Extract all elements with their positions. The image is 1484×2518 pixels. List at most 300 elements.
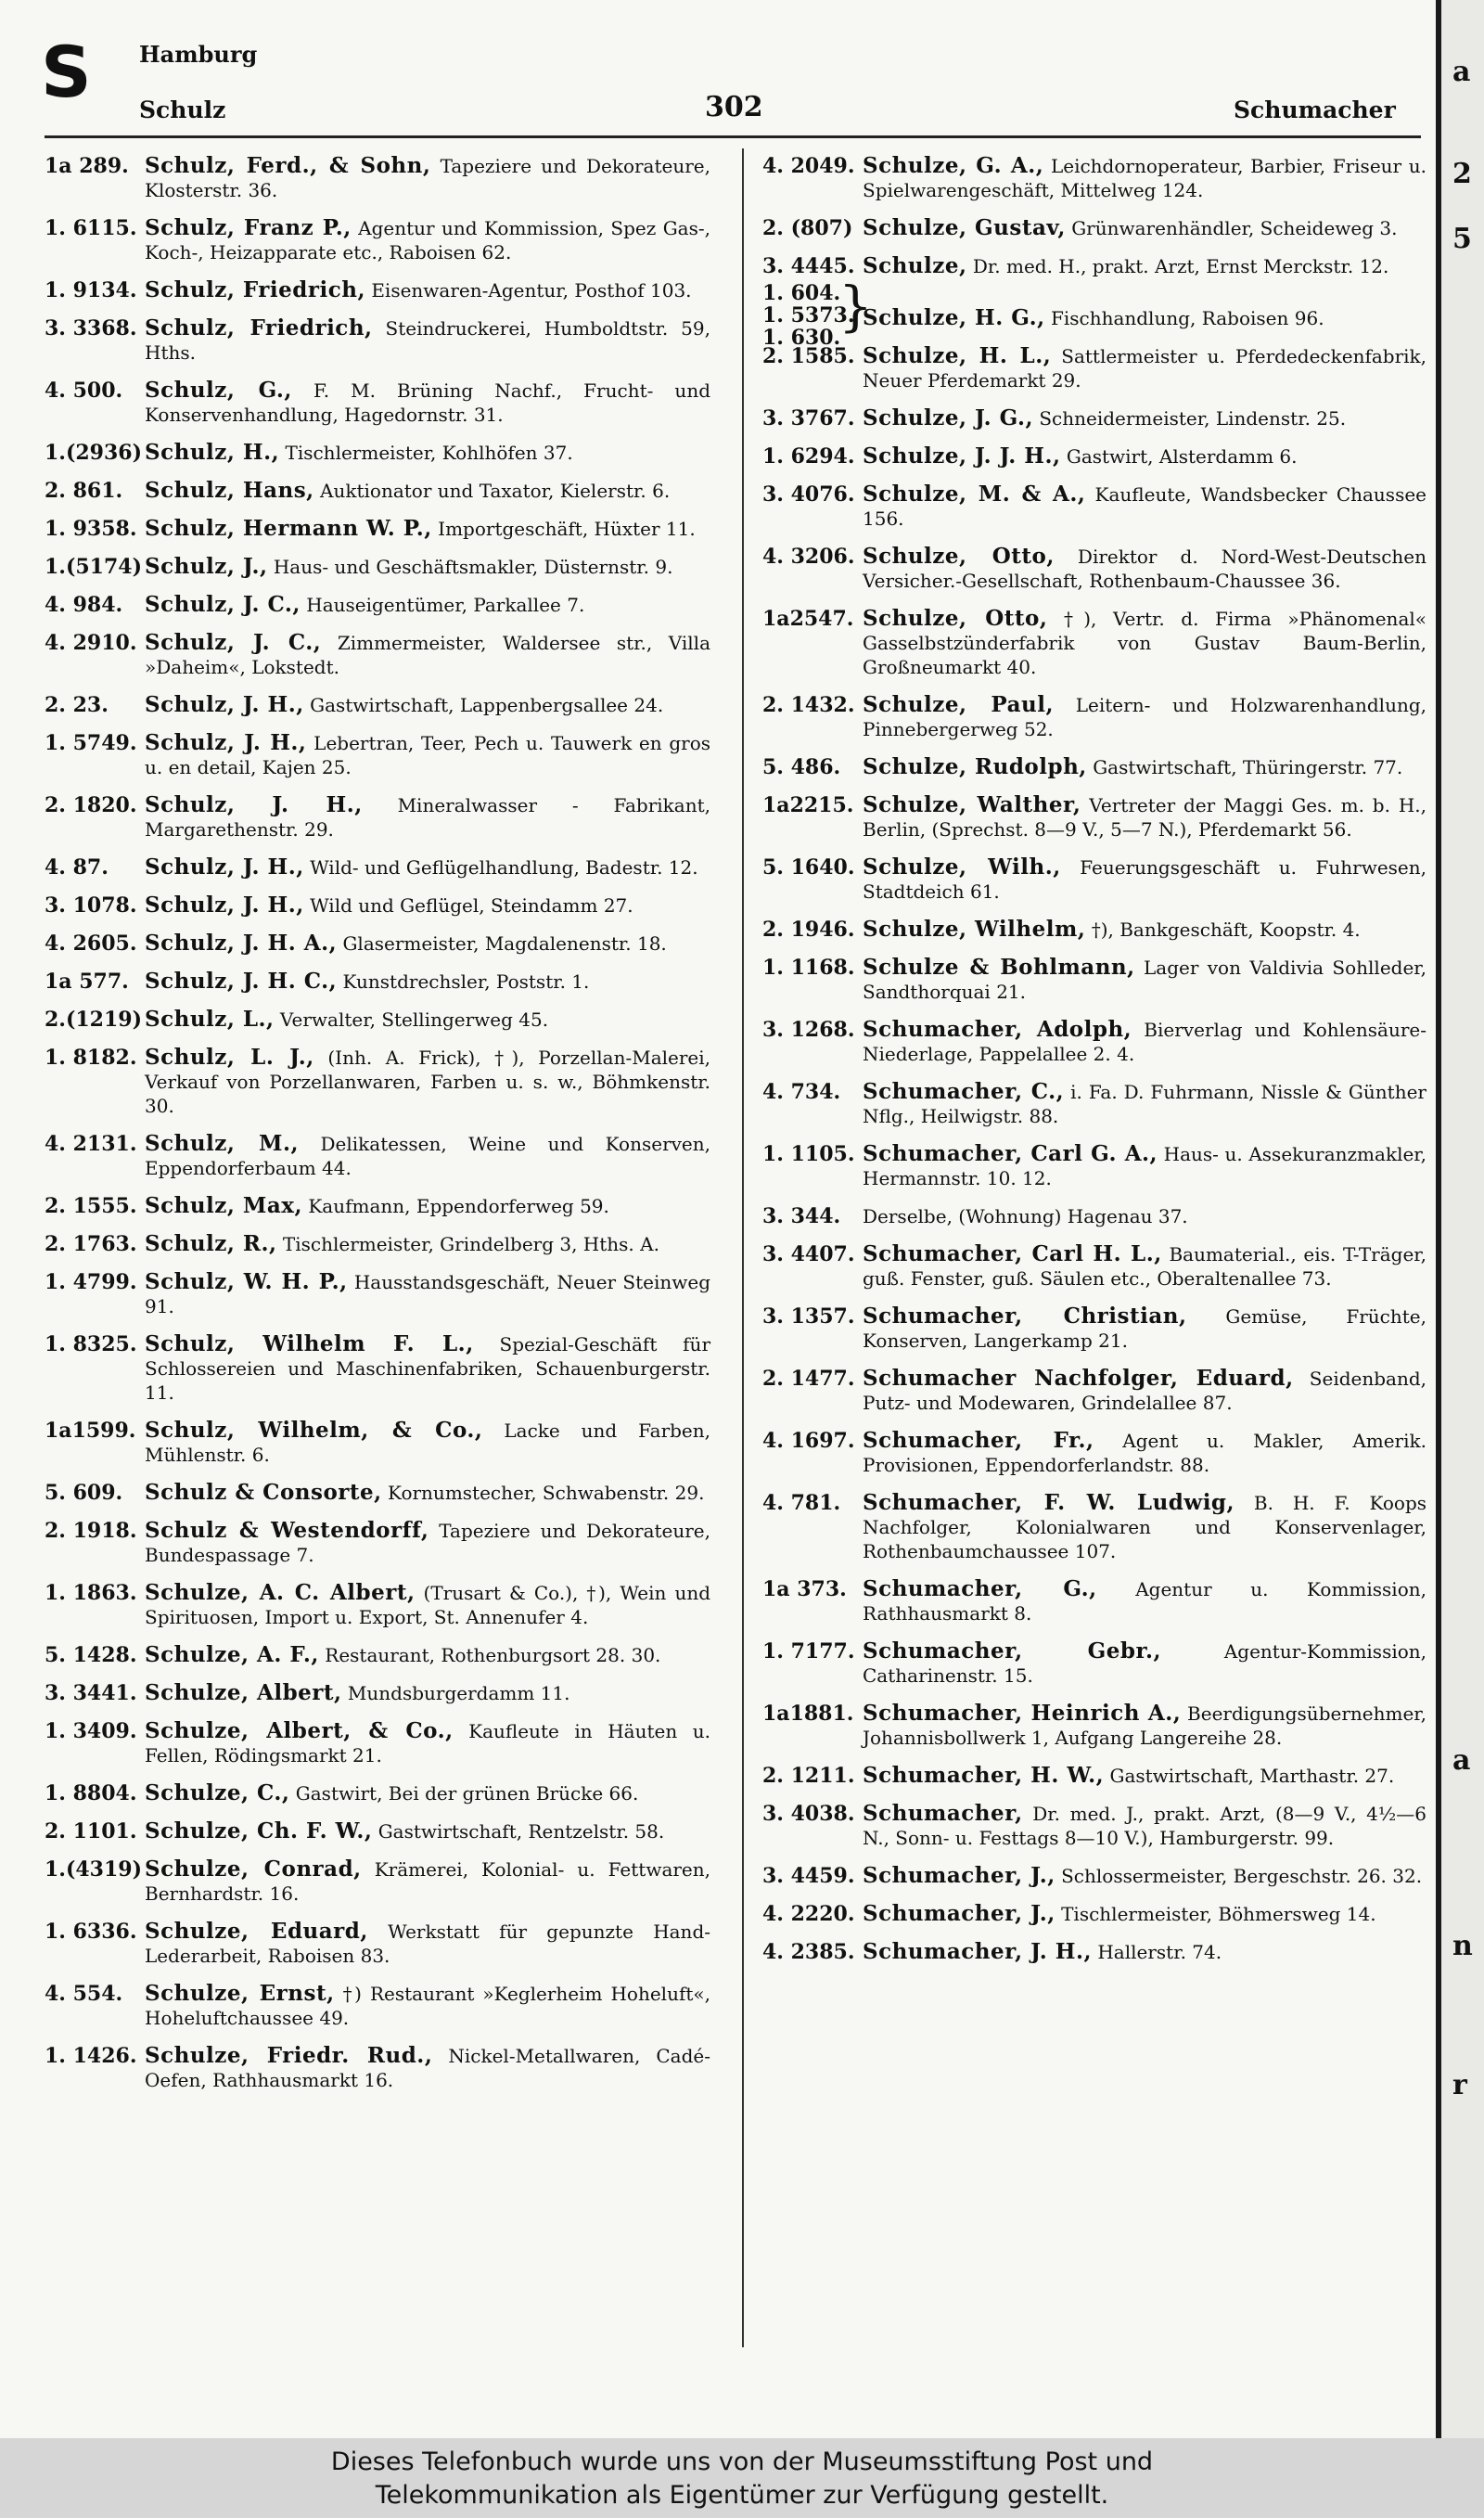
entry-text: Kaufleute in Häuten u. Fellen, Rödingsmarkt 21.	[145, 1720, 711, 1766]
phone-number: 1. 8325.	[45, 1332, 137, 1356]
entry-text: Dr. med. J., prakt. Arzt, (8—9 V., 4½—6 N., Sonn- u. Festtags 8—10 V.), Hamburgerstr. 99.	[863, 1803, 1426, 1849]
entry-text: Lager von Valdivia Sohlleder, Sandthorquai 21.	[863, 957, 1427, 1003]
phone-number: 3. 4445.	[762, 254, 855, 278]
phone-number: 1. 8804.	[45, 1781, 137, 1805]
phone-number: 3. 1268.	[762, 1018, 855, 1042]
directory-entry	[762, 444, 1426, 469]
left-column	[45, 154, 710, 2106]
directory-entry	[762, 1940, 1426, 1964]
entry-text: Gastwirtschaft, Marthastr. 27.	[1109, 1765, 1395, 1787]
entry-text: Gemüse, Früchte, Konserven, Langerkamp 21.	[863, 1305, 1426, 1352]
entry-name: Schulz, Max,	[145, 1193, 302, 1218]
entry-text: Tapeziere und Dekorateure, Bundespassage 7.	[145, 1520, 710, 1566]
directory-entry	[45, 1008, 710, 1032]
entry-text: Auktionator und Taxator, Kielerstr. 6.	[320, 480, 671, 502]
entry-text: Lebertran, Teer, Pech u. Tauwerk en gros u. en detail, Kajen 25.	[145, 732, 710, 778]
entry-name: Schulz, J. H.,	[145, 730, 307, 755]
phone-number: 1a 577.	[45, 970, 129, 994]
directory-entry	[45, 379, 710, 427]
directory-entry	[45, 970, 710, 994]
entry-name: Schulze, Otto,	[863, 544, 1055, 569]
phone-number: 1a 373.	[762, 1577, 847, 1601]
directory-entry	[45, 278, 710, 302]
phone-number: 3. 344.	[762, 1204, 841, 1228]
phone-number: 4. 734.	[762, 1080, 841, 1104]
entry-text: Hausstandsgeschäft, Neuer Steinweg 91.	[145, 1271, 710, 1317]
directory-entry	[762, 956, 1426, 1004]
entry-text: Gastwirt, Bei der grünen Brücke 66.	[295, 1782, 639, 1805]
entry-text: Delikatessen, Weine und Konserven, Eppendorferbaum 44.	[145, 1133, 710, 1179]
phone-number: 5. 609.	[45, 1481, 123, 1505]
phone-number: 3. 1078.	[45, 893, 137, 918]
entry-text: Eisenwaren-Agentur, Posthof 103.	[371, 279, 692, 302]
entry-name: Schulze, A. F.,	[145, 1642, 319, 1667]
entry-name: Schulze, Friedr. Rud.,	[145, 2043, 433, 2068]
entry-text: Mineralwasser - Fabrikant, Margarethenstr. 29.	[145, 794, 710, 841]
entry-name: Schumacher, F. W. Ludwig,	[863, 1490, 1235, 1515]
entry-name: Schulze, M. & A.,	[863, 482, 1086, 507]
entry-text: Verwalter, Stellingerweg 45.	[279, 1008, 549, 1031]
directory-entry	[762, 855, 1426, 904]
entry-name: Schumacher, H. W.,	[863, 1763, 1105, 1788]
entry-name: Schumacher Nachfolger, Eduard,	[863, 1366, 1294, 1391]
entry-name: Schulze, Wilh.,	[863, 854, 1061, 880]
entry-text: Hauseigentümer, Parkallee 7.	[306, 594, 585, 616]
directory-entry	[45, 1519, 710, 1567]
directory-entry	[45, 631, 710, 679]
section-letter: S	[41, 31, 92, 113]
entry-text: Kaufleute, Wandsbecker Chaussee 156.	[863, 483, 1427, 530]
entry-name: Schumacher, Carl G. A.,	[863, 1141, 1158, 1166]
entry-name: Schulz, J. H.,	[145, 792, 363, 817]
entry-text: Grünwarenhändler, Scheideweg 3.	[1071, 217, 1398, 239]
bracket-number: 1. 5373.	[762, 303, 855, 328]
phone-number: 2. 1918.	[45, 1519, 137, 1543]
phone-number: 4. 3206.	[762, 545, 855, 569]
directory-entry	[762, 1018, 1426, 1066]
entry-name: Schumacher, Christian,	[863, 1304, 1187, 1329]
entry-text: Kornumstecher, Schwabenstr. 29.	[388, 1482, 705, 1504]
directory-entry	[45, 517, 710, 541]
directory-entry	[45, 1643, 710, 1667]
directory-entry	[45, 593, 710, 617]
directory-entry	[762, 755, 1426, 779]
phone-number: 4. 554.	[45, 1982, 123, 2006]
range-start-heading: Schulz	[139, 96, 226, 123]
directory-entry	[762, 1491, 1426, 1563]
directory-entry	[45, 1982, 710, 2030]
directory-entry	[45, 1270, 710, 1318]
entry-name: Schulze, Otto,	[863, 606, 1048, 631]
entry-name: Schulze, Ch. F. W.,	[145, 1818, 373, 1844]
entry-name: Schumacher, J.,	[863, 1901, 1055, 1926]
phone-number: 5. 1640.	[762, 855, 855, 880]
entry-text: Restaurant, Rothenburgsort 28. 30.	[325, 1644, 661, 1666]
entry-text: B. H. F. Koops Nachfolger, Kolonialwaren und Konservenlager, Rothenbaumchaussee 107.	[863, 1492, 1427, 1562]
phone-number: 1.(4319)	[45, 1857, 143, 1882]
page-number: 302	[705, 91, 763, 123]
entry-name: Schulz, J.,	[145, 554, 268, 579]
entry-text: Tischlermeister, Grindelberg 3, Hths. A.	[282, 1233, 659, 1255]
phone-number: 1. 3409.	[45, 1719, 137, 1743]
entry-name: Schulz, Friedrich,	[145, 277, 365, 302]
phone-number: 4. 2131.	[45, 1132, 137, 1156]
phone-number: 2. (807)	[762, 216, 853, 240]
phone-number: 1. 8182.	[45, 1046, 137, 1070]
entry-name: Schulz, Hans,	[145, 478, 314, 503]
directory-entry	[762, 1864, 1426, 1888]
entry-text: Fischhandlung, Raboisen 96.	[1050, 307, 1324, 329]
directory-entry	[45, 1232, 710, 1256]
entry-name: Schulz, J. H. A.,	[145, 931, 338, 956]
directory-entry	[762, 406, 1426, 430]
bracket-number: 1. 630.	[762, 326, 841, 350]
entry-text: Krämerei, Kolonial- u. Fettwaren, Bernhardstr. 16.	[145, 1858, 710, 1905]
entry-name: Schulze, Wilhelm,	[863, 917, 1086, 942]
entry-text: Dr. med. H., prakt. Arzt, Ernst Merckstr. 12.	[972, 255, 1389, 277]
directory-entry	[762, 1639, 1426, 1688]
directory-entry	[762, 1204, 1426, 1228]
entry-name: Schulze, J. J. H.,	[863, 443, 1061, 469]
directory-entry	[45, 316, 710, 365]
phone-number: 2. 1555.	[45, 1194, 137, 1218]
directory-entry	[762, 1429, 1426, 1477]
phone-number: 3. 1357.	[762, 1304, 855, 1329]
entry-name: Schulz, J. H.,	[145, 893, 304, 918]
entry-name: Schumacher, C.,	[863, 1079, 1065, 1104]
directory-entry	[45, 1681, 710, 1705]
directory-entry	[762, 1080, 1426, 1128]
entry-text: Gastwirtschaft, Thüringerstr. 77.	[1093, 756, 1403, 778]
entry-text: Werkstatt für gepunzte Hand-Lederarbeit, Raboisen 83.	[145, 1921, 710, 1967]
entry-text: (Inh. A. Frick), †), Porzellan-Malerei, Verkauf von Porzellanwaren, Farben u. s. w., Böhmkenstr. 30.	[145, 1047, 711, 1117]
entry-name: Schulz, J. H.,	[145, 692, 304, 717]
phone-number: 2. 1432.	[762, 693, 855, 717]
entry-name: Schulze, H. G.,	[863, 305, 1045, 330]
entry-text: Mundsburgerdamm 11.	[347, 1682, 570, 1704]
directory-entry	[45, 1857, 710, 1906]
entry-text: Leitern- und Holzwarenhandlung, Pinnebergerweg 52.	[863, 694, 1426, 740]
directory-entry	[762, 1702, 1426, 1750]
directory-entry	[45, 216, 710, 264]
entry-text: Wild- und Geflügelhandlung, Badestr. 12.	[310, 856, 698, 879]
right-column-bottom	[762, 344, 1426, 1964]
phone-number: 4. 1697.	[762, 1429, 855, 1453]
directory-entry	[762, 1142, 1426, 1190]
adjacent-page-edge	[1436, 0, 1484, 2438]
phone-number: 1. 7177.	[762, 1639, 855, 1664]
entry-text: Derselbe, (Wohnung) Hagenau 37.	[863, 1205, 1188, 1227]
entry-name: Schulz, R.,	[145, 1231, 277, 1256]
entry-name: Schulze, Conrad,	[145, 1856, 362, 1882]
entry-text: Seidenband, Putz- und Modewaren, Grindelallee 87.	[863, 1368, 1427, 1414]
phone-number: 2. 1820.	[45, 793, 137, 817]
entry-text: †), Bankgeschäft, Koopstr. 4.	[1091, 919, 1361, 941]
phone-number: 4. 2049.	[762, 154, 855, 178]
directory-entry	[762, 1242, 1426, 1291]
entry-name: Schulze, Eduard,	[145, 1919, 368, 1944]
phone-number: 1. 4799.	[45, 1270, 137, 1294]
entry-name: Schulze, Albert,	[145, 1680, 342, 1705]
entry-name: Schulze, A. C. Albert,	[145, 1580, 416, 1605]
footer-line: Dieses Telefonbuch wurde uns von der Museumsstiftung Post und	[330, 2447, 1154, 2476]
bracket-entry	[762, 275, 1426, 350]
entry-text: Agent u. Makler, Amerik. Provisionen, Eppendorferlandstr. 88.	[863, 1430, 1426, 1476]
city-heading: Hamburg	[139, 41, 258, 68]
entry-name: Schumacher, Adolph,	[863, 1017, 1132, 1042]
entry-text: Kaufmann, Eppendorferweg 59.	[308, 1195, 609, 1217]
directory-entry	[762, 1367, 1426, 1415]
directory-entry	[45, 931, 710, 956]
entry-text: Baumaterial., eis. T-Träger, guß. Fenster, guß. Säulen etc., Oberaltenallee 73.	[863, 1243, 1426, 1290]
entry-name: Schulze, C.,	[145, 1780, 290, 1805]
directory-entry	[45, 479, 710, 503]
directory-entry	[762, 344, 1426, 392]
entry-text: Vertreter der Maggi Ges. m. b. H., Berlin, (Sprechst. 8—9 V., 5—7 N.), Pferdemarkt 56.	[863, 794, 1426, 841]
entry-text: Lacke und Farben, Mühlenstr. 6.	[145, 1420, 711, 1466]
phone-number: 1. 5749.	[45, 731, 137, 755]
entry-name: Schumacher, Gebr.,	[863, 1638, 1161, 1664]
directory-entry	[762, 1764, 1426, 1788]
phone-number: 3. 4076.	[762, 482, 855, 507]
directory-entry	[762, 1577, 1426, 1625]
directory-entry	[762, 1902, 1426, 1926]
entry-name: Schulze, H. L.,	[863, 343, 1052, 368]
entry-text: (Trusart & Co.), †), Wein und Spirituosen, Import u. Export, St. Annenufer 4.	[145, 1582, 711, 1628]
phone-number: 2. 1477.	[762, 1367, 855, 1391]
phone-number: 1a2547.	[762, 607, 854, 631]
directory-entry	[762, 1304, 1426, 1353]
phone-number: 1. 1168.	[762, 956, 855, 980]
phone-number: 3. 3767.	[762, 406, 855, 430]
phone-number: 5. 1428.	[45, 1643, 137, 1667]
right-column-top	[762, 154, 1426, 278]
directory-entry	[762, 545, 1426, 593]
directory-entry	[45, 1719, 710, 1767]
entry-name: Schulz, J. C.,	[145, 592, 301, 617]
entry-name: Schumacher,	[863, 1801, 1023, 1826]
phone-number: 1a1881.	[762, 1702, 854, 1726]
entry-name: Schulz & Consorte,	[145, 1480, 382, 1505]
entry-text: Agentur u. Kommission, Rathhausmarkt 8.	[863, 1578, 1426, 1625]
directory-entry	[762, 1802, 1426, 1850]
phone-number: 1. 1105.	[762, 1142, 855, 1166]
entry-text: Agentur und Kommission, Spez Gas-, Koch-, Heizapparate etc., Raboisen 62.	[145, 217, 710, 263]
phone-number: 1. 9134.	[45, 278, 137, 302]
phone-number: 1. 6115.	[45, 216, 137, 240]
margin-letter: r	[1452, 2069, 1467, 2101]
page-fold	[1436, 0, 1441, 2438]
bracket-number: 1. 604.	[762, 281, 841, 305]
directory-entry	[45, 441, 710, 465]
entry-text: †), Vertr. d. Firma »Phänomenal« Gasselbstzünderfabrik von Gustav Baum-Berlin, Großneumarkt 40.	[863, 608, 1426, 678]
entry-name: Schulz, Wilhelm F. L.,	[145, 1331, 474, 1356]
entry-text: Gastwirt, Alsterdamm 6.	[1066, 445, 1298, 468]
entry-text: Schlossermeister, Bergeschstr. 26. 32.	[1061, 1865, 1423, 1887]
phone-number: 4. 2910.	[45, 631, 137, 655]
header-rule	[45, 135, 1421, 138]
directory-entry	[45, 1132, 710, 1180]
phone-number: 2. 1763.	[45, 1232, 137, 1256]
directory-entry	[762, 693, 1426, 741]
entry-name: Schulze, Albert, & Co.,	[145, 1718, 454, 1743]
directory-entry	[762, 482, 1426, 531]
entry-text: Steindruckerei, Humboldtstr. 59, Hths.	[145, 317, 710, 364]
entry-name: Schulze, Walther,	[863, 792, 1081, 817]
entry-text: Beerdigungsübernehmer, Johannisbollwerk 1, Aufgang Langereihe 28.	[863, 1702, 1427, 1749]
entry-name: Schulze,	[863, 253, 967, 278]
entry-name: Schulz, Hermann W. P.,	[145, 516, 432, 541]
entry-text: Spezial-Geschäft für Schlossereien und Maschinenfabriken, Schauenburgerstr. 11.	[145, 1333, 710, 1404]
entry-text: Feuerungsgeschäft u. Fuhrwesen, Stadtdeich 61.	[863, 856, 1426, 903]
entry-text: Glasermeister, Magdalenenstr. 18.	[342, 932, 667, 955]
phone-number: 4. 500.	[45, 379, 123, 403]
entry-text: Wild und Geflügel, Steindamm 27.	[310, 894, 633, 917]
entry-name: Schulz, Friedrich,	[145, 315, 373, 340]
directory-entry	[45, 1419, 710, 1467]
entry-name: Schulz, J. C.,	[145, 630, 322, 655]
phone-number: 2. 861.	[45, 479, 123, 503]
directory-entry	[45, 1046, 710, 1118]
entry-name: Schulz, H.,	[145, 440, 280, 465]
phone-number: 3. 3441.	[45, 1681, 137, 1705]
phone-number: 1.(2936)	[45, 441, 143, 465]
directory-entry	[762, 793, 1426, 841]
margin-letter: n	[1452, 1930, 1473, 1962]
entry-text: Tischlermeister, Kohlhöfen 37.	[285, 442, 573, 464]
entry-text: Gastwirtschaft, Lappenbergsallee 24.	[310, 694, 664, 716]
phone-number: 1a2215.	[762, 793, 854, 817]
phone-number: 3. 4459.	[762, 1864, 855, 1888]
entry-name: Schulz, M.,	[145, 1131, 299, 1156]
margin-letter: 2	[1452, 158, 1472, 190]
directory-entry	[45, 1481, 710, 1505]
entry-text: Zimmermeister, Waldersee str., Villa »Daheim«, Lokstedt.	[145, 632, 710, 678]
phone-number: 4. 2385.	[762, 1940, 855, 1964]
phone-number: 1. 1863.	[45, 1581, 137, 1605]
directory-entry	[45, 555, 710, 579]
entry-name: Schulz, J. H.,	[145, 854, 304, 880]
directory-entry	[45, 2044, 710, 2092]
footer-line: Telekommunikation als Eigentümer zur Verfügung gestellt.	[375, 2481, 1109, 2510]
directory-entry	[762, 216, 1426, 240]
column-divider	[742, 148, 744, 2347]
entry-text: Leichdornoperateur, Barbier, Friseur u. Spielwarengeschäft, Mittelweg 124.	[863, 155, 1426, 201]
directory-entry	[45, 893, 710, 918]
entry-name: Schulz, J. H. C.,	[145, 969, 338, 994]
phone-number: 1a1599.	[45, 1419, 136, 1443]
phone-number: 1. 6336.	[45, 1920, 137, 1944]
directory-entry	[762, 918, 1426, 942]
entry-name: Schulze, Paul,	[863, 692, 1054, 717]
entry-text: Haus- und Geschäftsmakler, Düsternstr. 9.	[273, 556, 673, 578]
entry-name: Schulze, G. A.,	[863, 153, 1044, 178]
entry-name: Schulze, J. G.,	[863, 405, 1033, 430]
entry-text: Tischlermeister, Böhmersweg 14.	[1061, 1903, 1376, 1925]
phone-number: 1. 9358.	[45, 517, 137, 541]
entry-text: Hallerstr. 74.	[1097, 1941, 1222, 1963]
phone-number: 5. 486.	[762, 755, 841, 779]
phone-number: 2. 23.	[45, 693, 109, 717]
directory-entry	[45, 1819, 710, 1844]
entry-text: Haus- u. Assekuranzmakler, Hermannstr. 10. 12.	[863, 1143, 1427, 1189]
directory-entry	[45, 693, 710, 717]
directory-entry	[762, 607, 1426, 679]
phone-number: 3. 4407.	[762, 1242, 855, 1266]
directory-entry	[45, 1581, 710, 1629]
entry-name: Schulze, Ernst,	[145, 1981, 335, 2006]
margin-letter: a	[1452, 56, 1471, 88]
entry-name: Schulz & Westendorff,	[145, 1518, 429, 1543]
entry-name: Schulz, Wilhelm, & Co.,	[145, 1418, 483, 1443]
entry-name: Schumacher, G.,	[863, 1576, 1097, 1601]
directory-entry	[45, 731, 710, 779]
phone-number: 2. 1946.	[762, 918, 855, 942]
phone-number: 4. 87.	[45, 855, 109, 880]
ownership-footer	[0, 2438, 1484, 2518]
phone-number: 1.(5174)	[45, 555, 143, 579]
entry-name: Schulz, L.,	[145, 1007, 275, 1032]
phone-number: 4. 781.	[762, 1491, 841, 1515]
directory-entry	[45, 1332, 710, 1405]
phone-number: 1. 6294.	[762, 444, 855, 469]
entry-text: Nickel-Metallwaren, Cadé-Oefen, Rathhausmarkt 16.	[145, 2045, 710, 2091]
entry-name: Schulz, L. J.,	[145, 1045, 314, 1070]
entry-name: Schulz, W. H. P.,	[145, 1269, 348, 1294]
phone-number: 4. 2605.	[45, 931, 137, 956]
directory-entry	[45, 793, 710, 841]
entry-text: Bierverlag und Kohlensäure-Niederlage, Pappelallee 2. 4.	[863, 1019, 1427, 1065]
phone-number: 1a 289.	[45, 154, 129, 178]
curly-brace-icon: }	[838, 275, 873, 338]
entry-name: Schumacher, J. H.,	[863, 1939, 1092, 1964]
directory-entry	[45, 855, 710, 880]
entry-name: Schulze & Bohlmann,	[863, 955, 1135, 980]
directory-entry	[45, 1781, 710, 1805]
entry-text: †) Restaurant »Keglerheim Hoheluft«, Hoheluftchaussee 49.	[145, 1983, 710, 2029]
entry-name: Schulz, G.,	[145, 378, 292, 403]
directory-entry	[762, 154, 1426, 202]
margin-letter: 5	[1452, 223, 1472, 255]
entry-text: Importgeschäft, Hüxter 11.	[438, 518, 696, 540]
directory-entry	[45, 1920, 710, 1968]
entry-name: Schumacher, Heinrich A.,	[863, 1701, 1182, 1726]
entry-name: Schulz, Ferd., & Sohn,	[145, 153, 431, 178]
entry-text: Direktor d. Nord-West-Deutschen Versicher.-Gesellschaft, Rothenbaum-Chaussee 36.	[863, 546, 1427, 592]
phone-number: 4. 984.	[45, 593, 123, 617]
entry-text: F. M. Brüning Nachf., Frucht- und Konservenhandlung, Hagedornstr. 31.	[145, 379, 711, 426]
entry-text: Agentur-Kommission, Catharinenstr. 15.	[863, 1640, 1427, 1687]
entry-name: Schulz, Franz P.,	[145, 215, 352, 240]
entry-name: Schulze, Gustav,	[863, 215, 1066, 240]
phone-number: 1. 1426.	[45, 2044, 137, 2068]
entry-name: Schulze, Rudolph,	[863, 754, 1087, 779]
entry-name: Schumacher, Carl H. L.,	[863, 1241, 1162, 1266]
directory-entry	[45, 1194, 710, 1218]
directory-entry	[45, 154, 710, 202]
entry-text: i. Fa. D. Fuhrmann, Nissle & Günther Nflg., Heilwigstr. 88.	[863, 1081, 1426, 1127]
entry-text: Tapeziere und Dekorateure, Klosterstr. 36.	[145, 155, 710, 201]
entry-text: Gastwirtschaft, Rentzelstr. 58.	[377, 1820, 665, 1843]
entry-text: Sattlermeister u. Pferdedeckenfabrik, Neuer Pferdemarkt 29.	[863, 345, 1427, 392]
phone-number: 3. 4038.	[762, 1802, 855, 1826]
phone-number: 2.(1219)	[45, 1008, 143, 1032]
entry-name: Schumacher, J.,	[863, 1863, 1055, 1888]
entry-text: Kunstdrechsler, Poststr. 1.	[342, 970, 590, 993]
phone-number: 2. 1101.	[45, 1819, 137, 1844]
phone-number: 3. 3368.	[45, 316, 137, 340]
phone-number: 2. 1585.	[762, 344, 855, 368]
